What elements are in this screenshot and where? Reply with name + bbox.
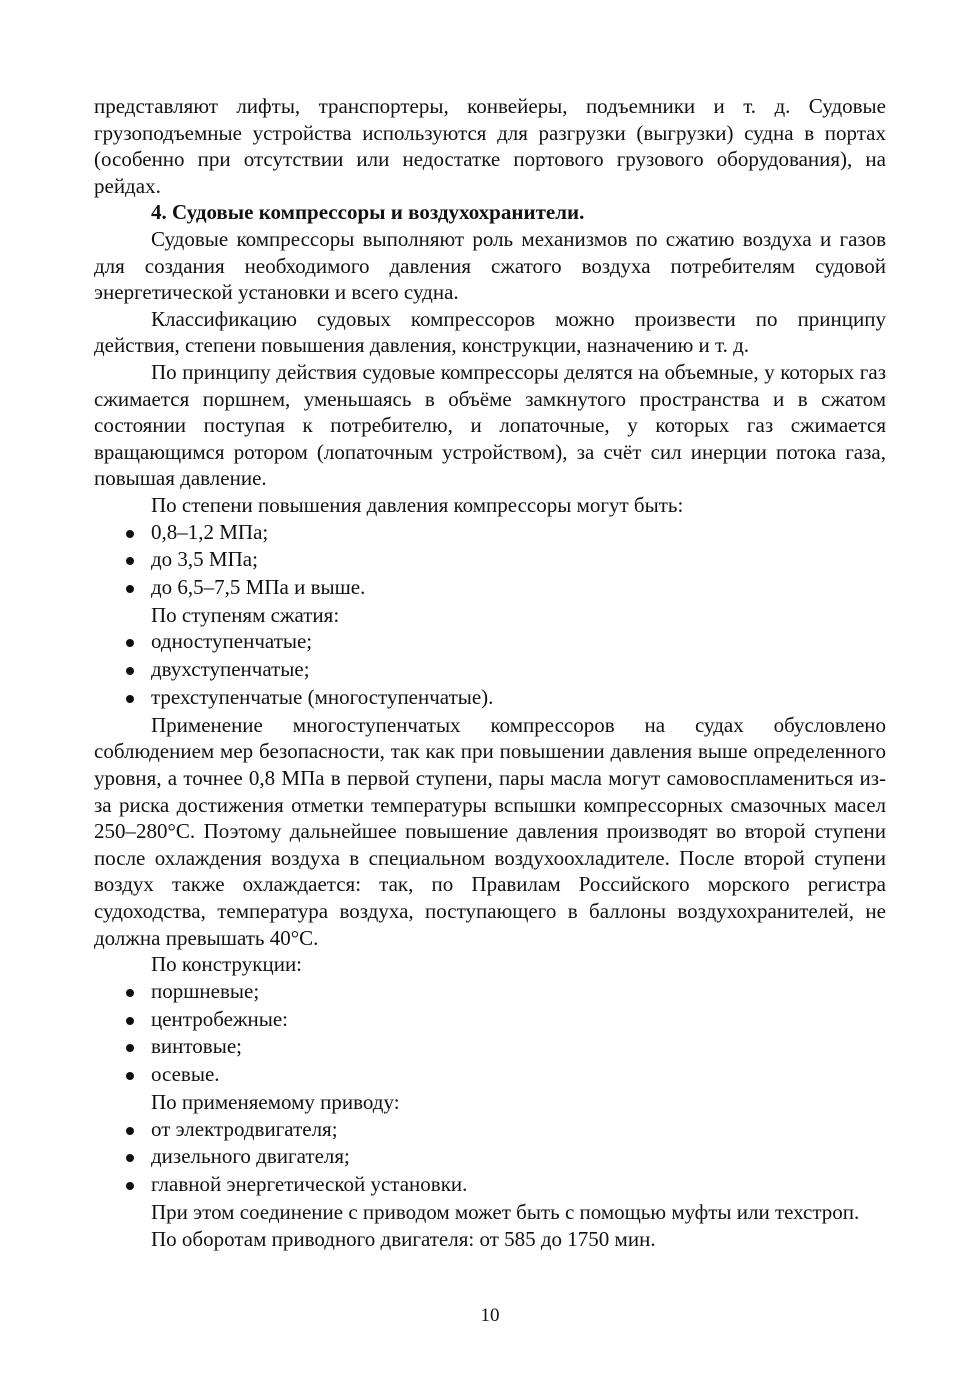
- list-construction: [94, 978, 886, 1089]
- list-item-text: одноступенчатые;: [151, 629, 313, 654]
- bullet-icon: [126, 1182, 134, 1190]
- list-item-text: двухступенчатые;: [151, 657, 310, 682]
- paragraph-compressors-role: Судовые компрессоры выполняют роль механизмов по сжатию воздуха и газов для создания необходимого давления сжатого воздуха потребителям судовой энергетической установки и всего судна.: [94, 226, 886, 305]
- list-pressure: [94, 519, 886, 602]
- document-page: [94, 93, 886, 1252]
- list-item-text: трехступенчатые (многоступенчатые).: [151, 685, 494, 710]
- paragraph-principle: По принципу действия судовые компрессоры делятся на объемные, у которых газ сжимается поршнем, уменьшаясь в объёме замкнутого пространства и в сжатом состоянии поступая к потребителю, и лопаточные, у которых газ сжимается вращающимся ротором (лопаточным устройством), за счёт сил инерции потока газа, повышая давление.: [94, 359, 886, 491]
- paragraph-construction-intro: По конструкции:: [151, 952, 303, 977]
- list-item-text: центробежные:: [151, 1006, 288, 1031]
- bullet-icon: [126, 530, 134, 538]
- bullet-icon: [126, 1017, 134, 1025]
- bullet-icon: [126, 639, 134, 647]
- list-item: [94, 1171, 886, 1199]
- paragraph-drive-intro: По применяемому приводу:: [151, 1090, 400, 1114]
- list-drive: [94, 1116, 886, 1199]
- bullet-icon: [126, 667, 134, 675]
- bullet-icon: [126, 1072, 134, 1080]
- paragraph-classification: Классификацию судовых компрессоров можно произвести по принципу действия, степени повышения давления, конструкции, назначению и т. д.: [94, 306, 886, 358]
- paragraph-stages-intro: По ступеням сжатия:: [151, 602, 340, 627]
- list-item-text: до 3,5 МПа;: [151, 547, 258, 572]
- paragraph-multistage: Применение многоступенчатых компрессоров на судах обусловлено соблюдением мер безопасности, так как при повышении давления выше определенного уровня, а точнее 0,8 МПа в первой ступени, пары масла могут самовоспламениться из-за риска достижения отметки температуры вспышки компрессорных смазочных масел 250–280°С. Поэтому дальнейшее повышение давления производят во второй ступени после охлаждения воздуха в специальном воздухоохладителе. После второй ступени воздух также охлаждается: так, по Правилам Российского морского регистра судоходства, температура воздуха, поступающего в баллоны воздухохранителей, не должна превышать 40°С.: [94, 712, 886, 950]
- list-item-text: до 6,5–7,5 МПа и выше.: [151, 575, 366, 600]
- list-item: [94, 1033, 886, 1061]
- list-item: [94, 656, 886, 684]
- list-item: [94, 684, 886, 712]
- list-item-text: осевые.: [151, 1062, 220, 1087]
- list-item-text: дизельного двигателя;: [151, 1144, 350, 1169]
- list-item: [94, 1061, 886, 1089]
- list-item: [94, 978, 886, 1006]
- page-number: 10: [480, 1305, 500, 1326]
- list-item: [94, 546, 886, 574]
- paragraph-coupling: При этом соединение с приводом может быть с помощью муфты или техстроп.: [151, 1199, 860, 1224]
- list-stages: [94, 628, 886, 711]
- bullet-icon: [126, 695, 134, 703]
- list-item-text: винтовые;: [151, 1034, 242, 1059]
- list-item: [94, 1006, 886, 1034]
- bullet-icon: [126, 1127, 134, 1135]
- paragraph-intro: представляют лифты, транспортеры, конвейеры, подъемники и т. д. Судовые грузоподъемные устройства используются для разгрузки (выгрузки) судна в портах (особенно при отсутствии или недостатке портового грузового оборудования), на рейдах.: [94, 94, 886, 198]
- list-item: [94, 1116, 886, 1144]
- paragraph-pressure-intro: По степени повышения давления компрессоры могут быть:: [151, 492, 684, 517]
- bullet-icon: [126, 989, 134, 997]
- list-item: [94, 574, 886, 602]
- bullet-icon: [126, 557, 134, 565]
- list-item: [94, 628, 886, 656]
- list-item: [94, 1143, 886, 1171]
- list-item-text: главной энергетической установки.: [151, 1172, 468, 1197]
- list-item-text: 0,8–1,2 МПа;: [151, 519, 269, 544]
- list-item: [94, 519, 886, 547]
- bullet-icon: [126, 1154, 134, 1162]
- bullet-icon: [126, 1044, 134, 1052]
- paragraph-rpm: По оборотам приводного двигателя: от 585 до 1750 мин.: [151, 1226, 656, 1251]
- section-heading: 4. Судовые компрессоры и воздухохранители.: [151, 200, 585, 225]
- list-item-text: поршневые;: [151, 978, 260, 1003]
- bullet-icon: [126, 585, 134, 593]
- list-item-text: от электродвигателя;: [151, 1116, 338, 1141]
